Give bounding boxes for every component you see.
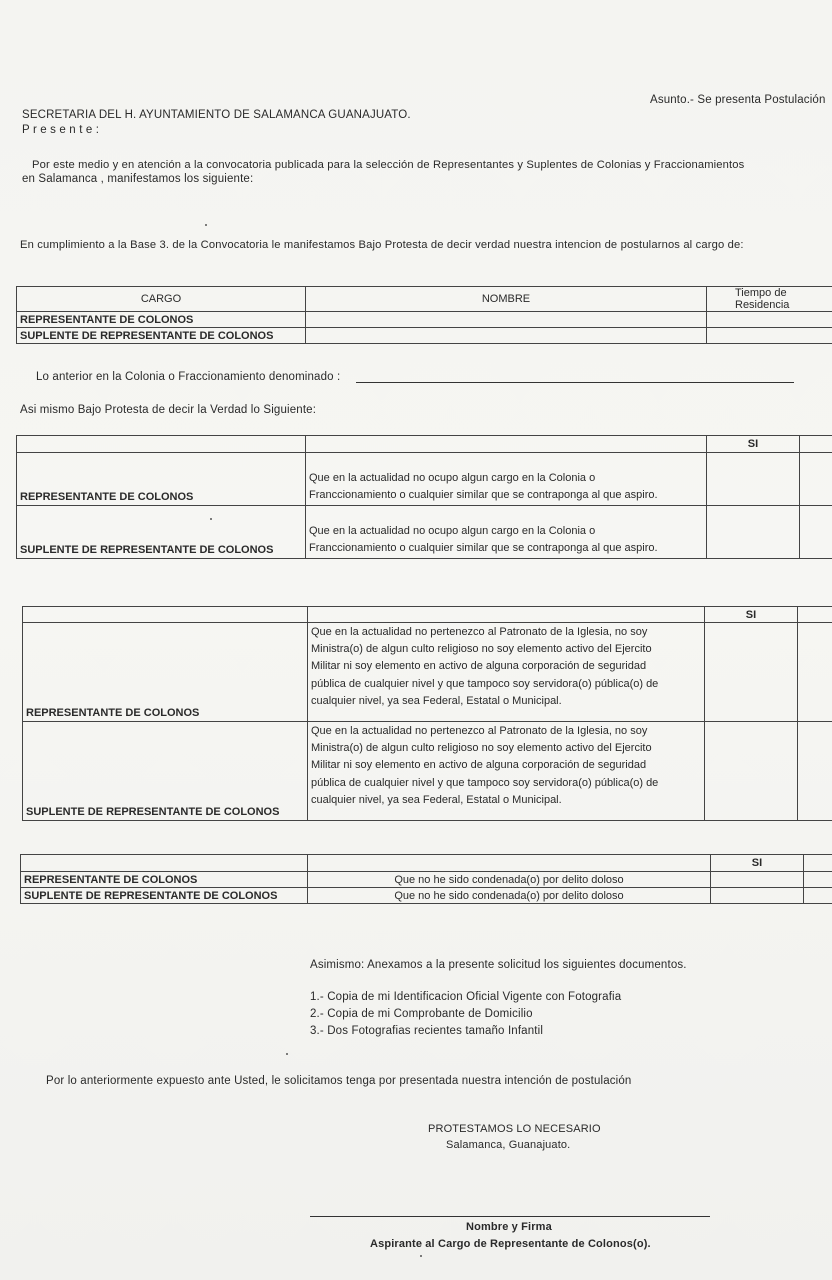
addressee: SECRETARIA DEL H. AYUNTAMIENTO DE SALAMANCA GUANAJUATO. <box>22 109 411 121</box>
t4-text-suplente: Que no he sido condenada(o) por delito doloso <box>308 888 711 904</box>
header-nombre: NOMBRE <box>306 287 707 312</box>
t4-si-cell-representante[interactable] <box>711 872 804 888</box>
row-representante: REPRESENTANTE DE COLONOS <box>17 312 306 328</box>
t4-si-cell-suplente[interactable] <box>711 888 804 904</box>
t3-text-line: pública de cualquier nivel y que tampoco soy servidora(o) pública(o) de <box>311 677 659 690</box>
tiempo-cell-suplente[interactable] <box>707 328 832 344</box>
si-header: SI <box>705 607 798 623</box>
colonia-label: Lo anterior en la Colonia o Fraccionamiento denominado : <box>36 371 341 383</box>
declaracion-cargo-table <box>16 435 832 559</box>
t3-text-line: Militar ni soy elemento en activo de alguna corporación de seguridad <box>311 759 647 772</box>
declaracion-patronato-table <box>22 606 832 821</box>
nombre-cell-representante[interactable] <box>306 312 707 328</box>
presente: P r e s e n t e : <box>22 124 100 136</box>
t2-si-cell-representante[interactable] <box>707 453 800 506</box>
t3-text-line: Militar ni soy elemento en activo de alguna corporación de seguridad <box>311 660 647 673</box>
base3-statement: En cumplimiento a la Base 3. de la Convocatoria le manifestamos Bajo Protesta de decir verdad nuestra intencion de postularnos al cargo de: <box>20 239 744 251</box>
cargo-table <box>16 286 832 344</box>
intro-line-1: Por este medio y en atención a la convocatoria publicada para la selección de Representantes y Suplentes de Colonias y Fraccionamientos <box>32 159 745 171</box>
t2-cargo-representante: REPRESENTANTE DE COLONOS <box>17 453 306 506</box>
t2-text-line-1: Que en la actualidad no ocupo algun cargo en la Colonia o <box>309 472 596 484</box>
t2-si-cell-suplente[interactable] <box>707 506 800 559</box>
header-tiempo: Tiempo de Residencia <box>707 287 832 312</box>
t2-text-line-2: Franccionamiento o cualquier similar que se contraponga al que aspiro. <box>309 489 658 501</box>
t3-text-line: cualquier nivel, ya sea Federal, Estatal o Municipal. <box>311 793 562 806</box>
t3-cargo-suplente: SUPLENTE DE REPRESENTANTE DE COLONOS <box>23 722 308 821</box>
paper-speck <box>205 224 207 226</box>
row-suplente: SUPLENTE DE REPRESENTANTE DE COLONOS <box>17 328 306 344</box>
signature-line[interactable] <box>310 1216 710 1217</box>
anexos-title: Asimismo: Anexamos a la presente solicitud los siguientes documentos. <box>310 959 687 971</box>
closing-statement: Por lo anteriormente expuesto ante Usted, le solicitamos tenga por presentada nuestra intención de postulación <box>46 1075 632 1087</box>
paper-speck <box>420 1255 422 1257</box>
t2-text-line-2: Franccionamiento o cualquier similar que se contraponga al que aspiro. <box>309 542 658 554</box>
anexo-item: 2.- Copia de mi Comprobante de Domicilio <box>310 1008 533 1020</box>
t3-cargo-representante: REPRESENTANTE DE COLONOS <box>23 623 308 722</box>
t4-text-representante: Que no he sido condenada(o) por delito doloso <box>308 872 711 888</box>
paper-speck <box>286 1053 288 1055</box>
header-cargo: CARGO <box>17 287 306 312</box>
declaracion-delito-table <box>20 854 832 904</box>
bajo-protesta-label: Asi mismo Bajo Protesta de decir la Verdad lo Siguiente: <box>20 404 317 416</box>
intro-line-2: en Salamanca , manifestamos los siguiente: <box>22 173 254 185</box>
asunto-line: Asunto.- Se presenta Postulación <box>650 94 826 106</box>
nombre-cell-suplente[interactable] <box>306 328 707 344</box>
t2-cargo-suplente: SUPLENTE DE REPRESENTANTE DE COLONOS <box>17 506 306 559</box>
t3-text-line: Que en la actualidad no pertenezco al Patronato de la Iglesia, no soy <box>311 725 648 737</box>
anexo-item: 3.- Dos Fotografias recientes tamaño Infantil <box>310 1025 544 1037</box>
tiempo-cell-representante[interactable] <box>707 312 832 328</box>
si-header: SI <box>711 855 804 872</box>
protestamos: PROTESTAMOS LO NECESARIO <box>428 1123 601 1135</box>
t3-text-line: cualquier nivel, ya sea Federal, Estatal o Municipal. <box>311 694 562 707</box>
t3-text-line: Ministra(o) de algun culto religioso no soy elemento activo del Ejercito <box>311 742 652 755</box>
si-header: SI <box>707 436 800 453</box>
t4-cargo-representante: REPRESENTANTE DE COLONOS <box>21 872 308 888</box>
colonia-input-line[interactable] <box>356 382 794 383</box>
city: Salamanca, Guanajuato. <box>446 1139 571 1151</box>
t2-text-line-1: Que en la actualidad no ocupo algun cargo en la Colonia o <box>309 525 596 537</box>
paper-speck <box>210 518 212 520</box>
t3-text-line: pública de cualquier nivel y que tampoco soy servidora(o) pública(o) de <box>311 776 659 789</box>
t4-cargo-suplente: SUPLENTE DE REPRESENTANTE DE COLONOS <box>21 888 308 904</box>
t3-text-line: Que en la actualidad no pertenezco al Patronato de la Iglesia, no soy <box>311 626 648 638</box>
t3-si-cell-representante[interactable] <box>705 623 798 722</box>
nombre-firma-label: Nombre y Firma <box>466 1221 552 1233</box>
anexo-item: 1.- Copia de mi Identificacion Oficial Vigente con Fotografia <box>310 991 622 1003</box>
aspirante-label: Aspirante al Cargo de Representante de Colonos(o). <box>370 1238 651 1250</box>
t3-si-cell-suplente[interactable] <box>705 722 798 821</box>
t3-text-line: Ministra(o) de algun culto religioso no soy elemento activo del Ejercito <box>311 643 652 656</box>
